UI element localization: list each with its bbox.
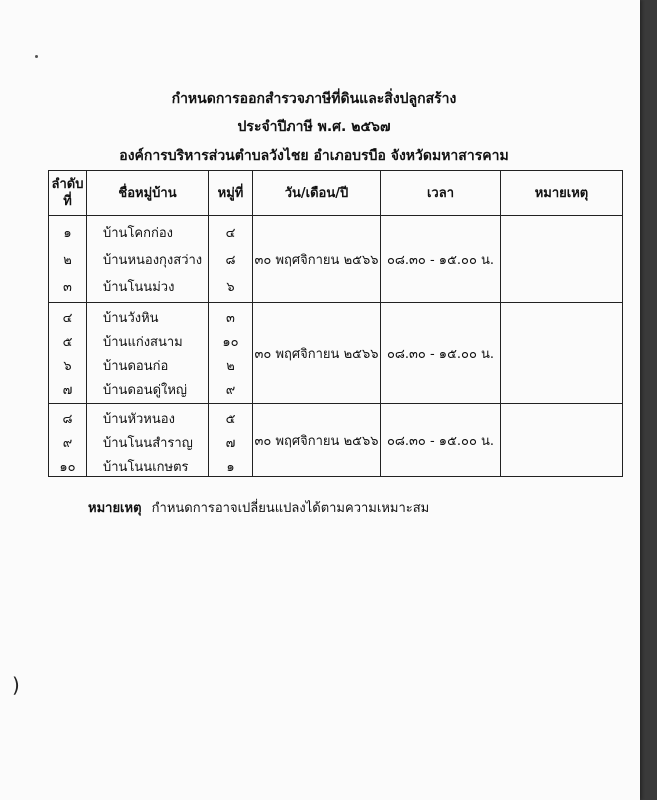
village-name: บ้านหนองกุงสว่าง: [103, 253, 203, 268]
header-remark: หมายเหตุ: [501, 171, 623, 216]
survey-date: ๓๐ พฤศจิกายน ๒๕๖๖: [253, 303, 381, 404]
remark-cell: [501, 216, 623, 303]
remark-cell: [501, 303, 623, 404]
header-moo: หมู่ที่: [209, 171, 253, 216]
order-number: ๗: [62, 383, 73, 398]
village-cell: [87, 303, 209, 404]
village-name: บ้านแก่งสนาม: [103, 335, 183, 350]
remark-note-label: หมายเหตุ: [88, 501, 142, 516]
order-cell: [49, 303, 87, 404]
moo-number: ๑๐: [222, 335, 239, 350]
order-cell: [49, 404, 87, 477]
order-number: ๑: [63, 226, 72, 241]
remark-note-text: กำหนดการอาจเปลี่ยนแปลงได้ตามความเหมาะสม: [151, 501, 430, 516]
village-name: บ้านดอนก่อ: [103, 359, 169, 374]
village-name: บ้านวังหิน: [103, 311, 159, 326]
order-number: ๓: [63, 280, 72, 295]
moo-cell: [209, 303, 253, 404]
remark-cell: [501, 404, 623, 477]
order-number: ๙: [62, 436, 73, 451]
order-number: ๔: [62, 311, 73, 326]
order-cell: [49, 216, 87, 303]
moo-number: ๖: [226, 280, 235, 295]
moo-number: ๙: [225, 383, 236, 398]
survey-date: ๓๐ พฤศจิกายน ๒๕๖๖: [253, 404, 381, 477]
village-name: บ้านโนนม่วง: [103, 280, 175, 295]
survey-time: ๐๘.๓๐ - ๑๕.๐๐ น.: [381, 216, 501, 303]
moo-number: ๕: [225, 412, 236, 427]
moo-number: ๔: [225, 226, 236, 241]
survey-schedule-table: [48, 170, 623, 477]
survey-time: ๐๘.๓๐ - ๑๕.๐๐ น.: [381, 303, 501, 404]
table-row-group-1: [49, 216, 623, 303]
remark-note: [88, 497, 429, 518]
moo-number: ๘: [225, 253, 236, 268]
village-cell: [87, 216, 209, 303]
table-header-row: [49, 171, 623, 216]
moo-number: ๒: [226, 359, 235, 374]
survey-date: ๓๐ พฤศจิกายน ๒๕๖๖: [253, 216, 381, 303]
village-name: บ้านหัวหนอง: [103, 412, 175, 427]
header-village: ชื่อหมู่บ้าน: [87, 171, 209, 216]
village-cell: [87, 404, 209, 477]
title-line-2: ประจำปีภาษี พ.ศ. ๒๕๖๗: [237, 119, 391, 135]
moo-number: ๓: [226, 311, 235, 326]
order-number: ๘: [62, 412, 73, 427]
survey-time: ๐๘.๓๐ - ๑๕.๐๐ น.: [381, 404, 501, 477]
village-name: บ้านโนนสำราญ: [103, 436, 193, 451]
title-line-1: กำหนดการออกสำรวจภาษีที่ดินและสิ่งปลูกสร้าง: [171, 91, 457, 107]
table-row-group-3: [49, 404, 623, 477]
header-order: [49, 171, 87, 216]
speck-mark: [35, 55, 38, 58]
header-order-label: ลำดับ ที่: [51, 177, 84, 209]
village-name: บ้านดอนดู่ใหญ่: [103, 383, 188, 398]
binder-hole-mark: ): [12, 673, 20, 697]
village-name: บ้านโคกก่อง: [103, 226, 174, 241]
title-line-3: องค์การบริหารส่วนตำบลวังไชย อำเภอบรบือ จังหวัดมหาสารคาม: [119, 148, 509, 164]
header-date: วัน/เดือน/ปี: [253, 171, 381, 216]
moo-number: ๗: [225, 436, 236, 451]
village-name: บ้านโนนเกษตร: [103, 460, 189, 475]
table-row-group-2: [49, 303, 623, 404]
order-number: ๖: [63, 359, 72, 374]
moo-cell: [209, 404, 253, 477]
moo-number: ๑: [226, 460, 235, 475]
order-number: ๒: [63, 253, 72, 268]
header-time: เวลา: [381, 171, 501, 216]
order-number: ๑๐: [59, 460, 76, 475]
order-number: ๕: [62, 335, 73, 350]
moo-cell: [209, 216, 253, 303]
